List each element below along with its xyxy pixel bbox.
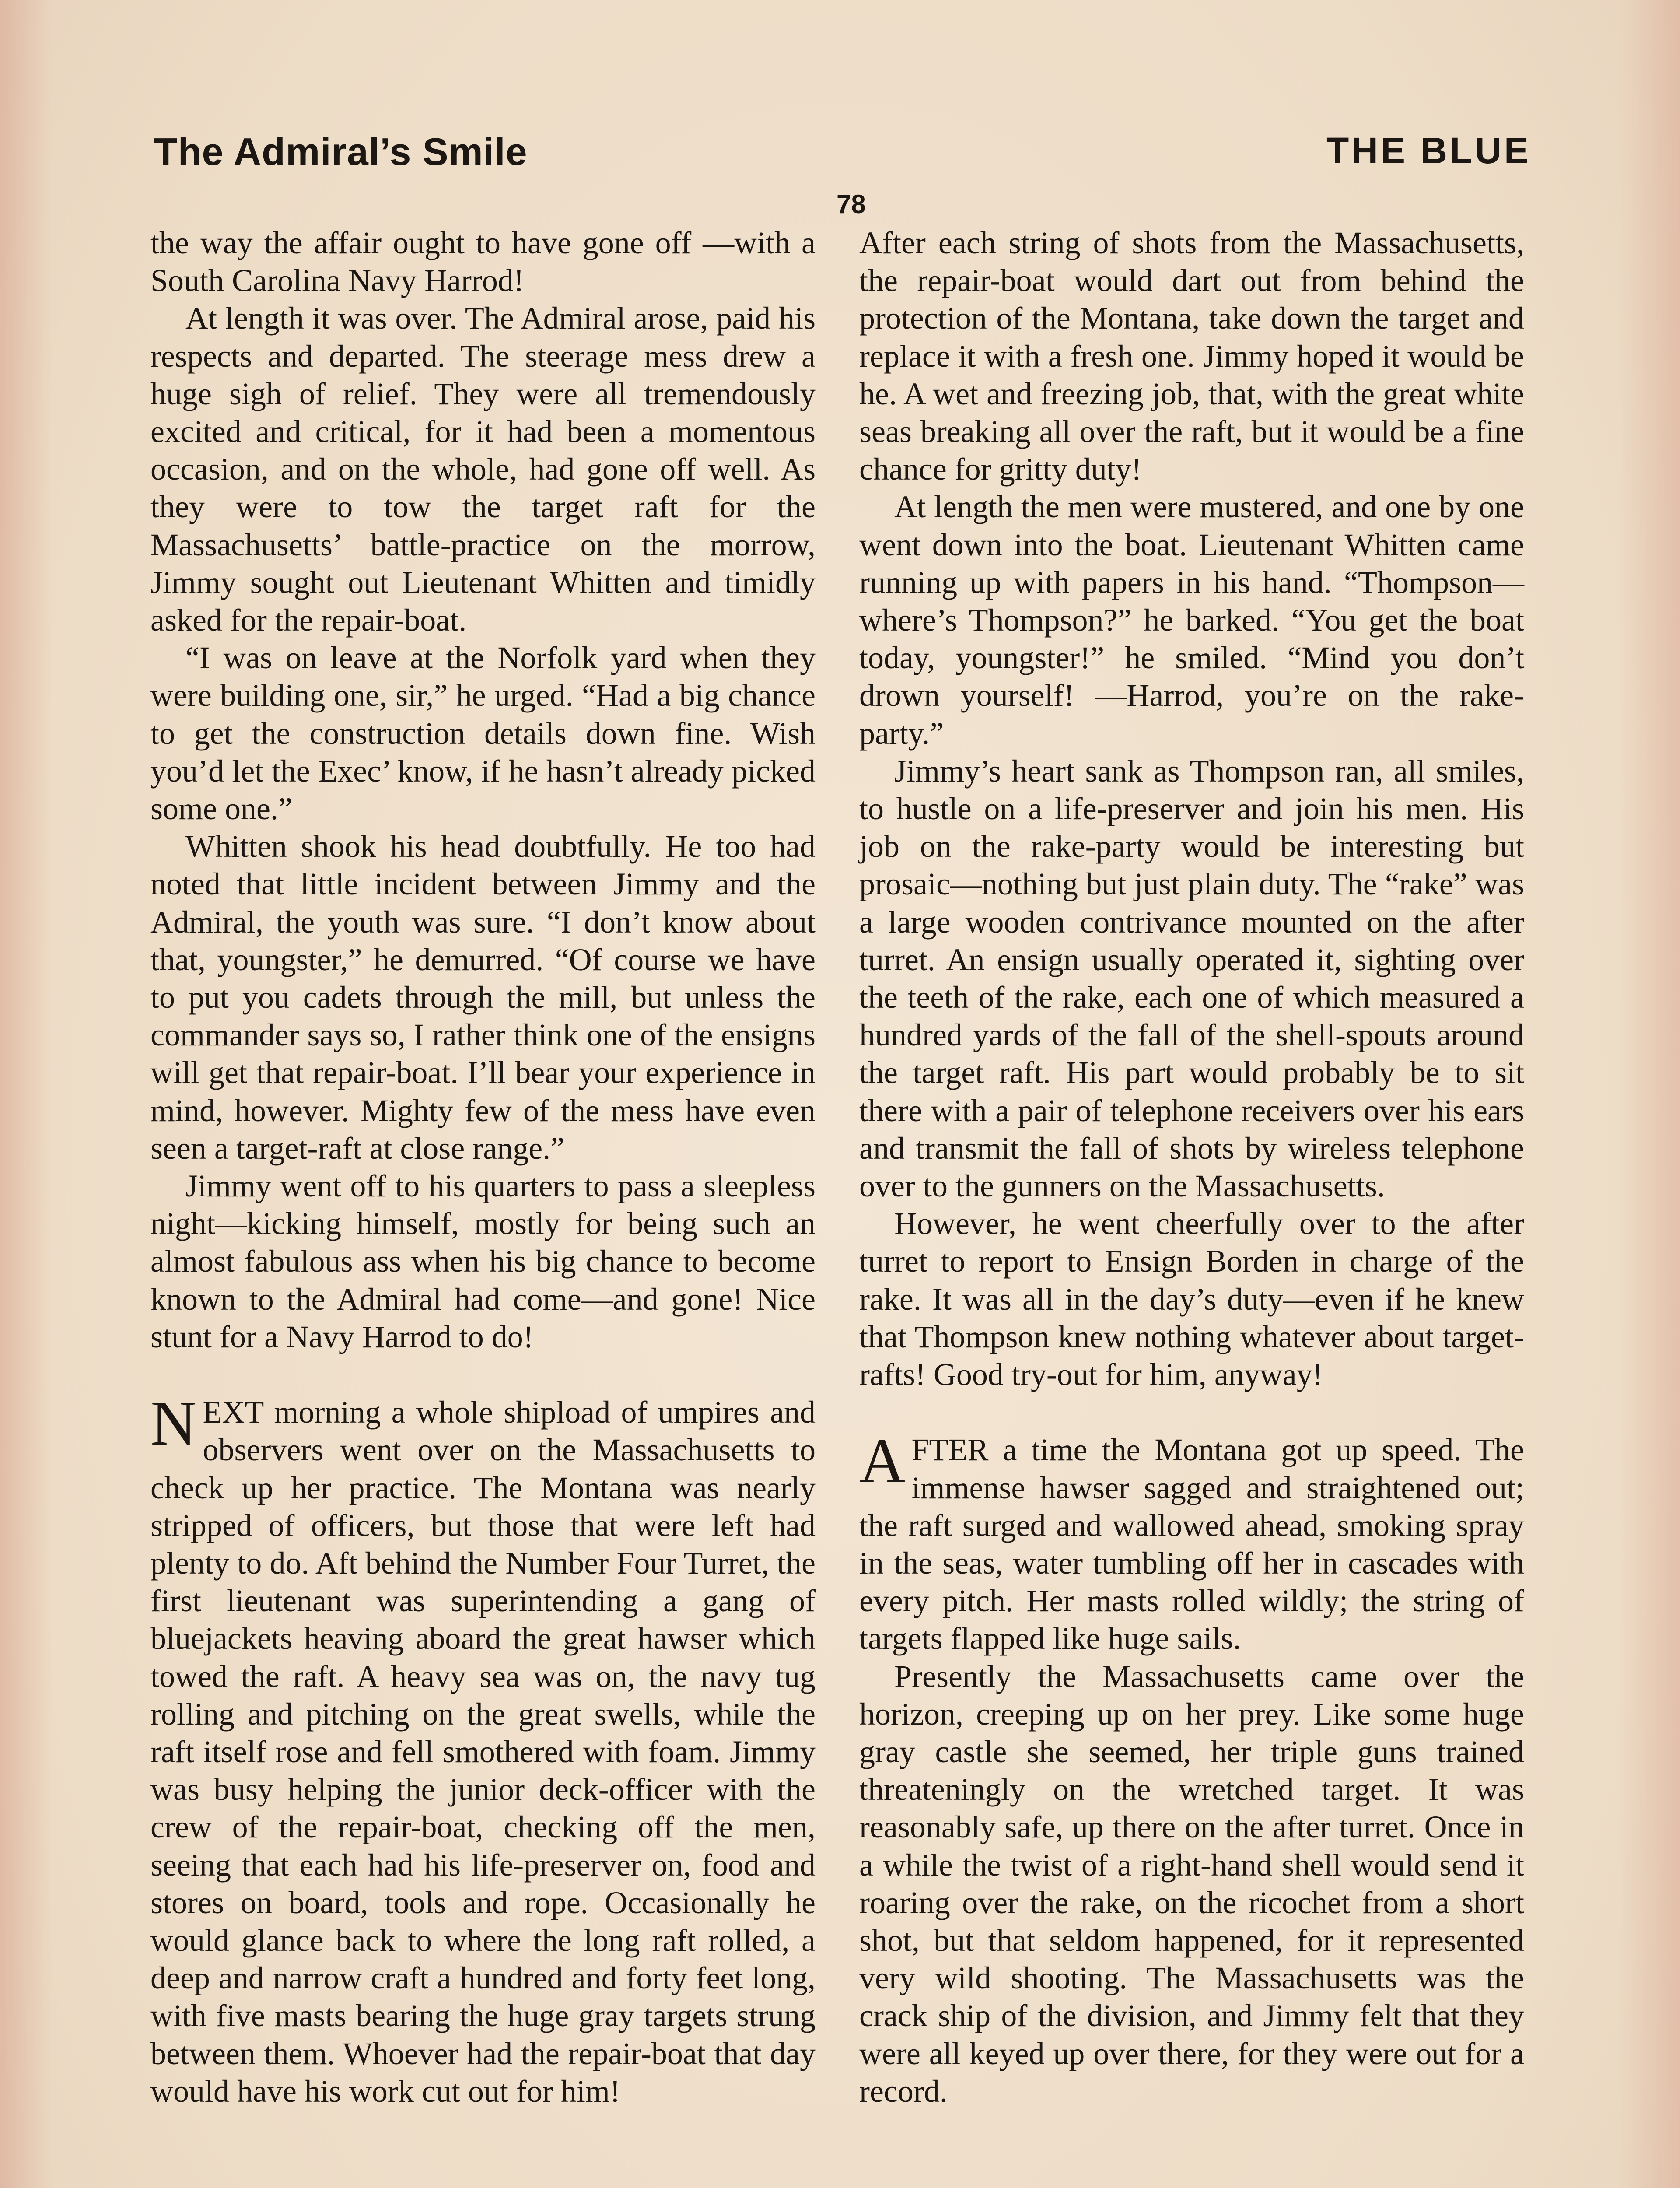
paragraph: the way the affair ought to have gone off —with a South Carolina Navy Harrod! <box>150 225 816 298</box>
section-paragraph <box>859 1425 1524 1657</box>
right-column <box>859 224 1524 2110</box>
left-column <box>150 224 816 2110</box>
paragraph: Presently the Massachusetts came over the horizon, creeping up on her prey. Like some huge gray castle she seemed, her triple guns trained threateningly on the wretched target. It was reasonably safe, up there on the after turret. Once in a while the twist of a right-hand shell would send it roaring over the rake, on the ricochet from a short shot, but that seldom happened, for it represented very wild shooting. The Massachusetts was the crack ship of the division, and Jimmy felt that they were all keyed up over there, for they were out for a record. <box>859 1659 1524 2109</box>
paragraph: Jimmy went off to his quarters to pass a sleepless night—kicking himself, mostly for being such an almost fabulous ass when his big chance to become known to the Admiral had come—and gone! Nice stunt for a Navy Harrod to do! <box>150 1168 816 1354</box>
paragraph: However, he went cheerfully over to the after turret to report to Ensign Borden in charge of the rake. It was all in the day’s duty—even if he knew that Thompson knew nothing whatever about target-rafts! Good try-out for him, anyway! <box>859 1206 1524 1392</box>
magazine-title: THE BLUE <box>1326 130 1531 171</box>
drop-cap: A <box>859 1425 906 1497</box>
paragraph-text: FTER a time the Montana got up speed. The immense hawser sagged and straightened out; the raft surged and wallowed ahead, smoking spray in the seas, water tumbling off her in cascades with every pitch. Her masts rolled wildly; the string of targets flapped like huge sails. <box>859 1432 1524 1656</box>
page-number: 78 <box>836 189 866 219</box>
story-title: The Admiral’s Smile <box>154 130 528 173</box>
paragraph: After each string of shots from the Massachusetts, the repair-boat would dart out from behind the protection of the Montana, take down the target and replace it with a fresh one. Jimmy hoped it would be he. A wet and freezing job, that, with the great white seas breaking all over the raft, but it would be a fine chance for gritty duty! <box>859 225 1524 487</box>
drop-cap: N <box>150 1388 197 1459</box>
paragraph: Jimmy’s heart sank as Thompson ran, all smiles, to hustle on a life-preserver and join his men. His job on the rake-party would be interesting but prosaic—nothing but just plain duty. The “rake” was a large wooden contrivance mounted on the after turret. An ensign usually operated it, sighting over the teeth of the rake, each one of which measured a hundred yards of the fall of the shell-spouts around the target raft. His part would probably be to sit there with a pair of telephone receivers over his ears and transmit the fall of shots by wireless telephone over to the gunners on the Massachusetts. <box>859 753 1524 1204</box>
paragraph-text: EXT morning a whole shipload of umpires and observers went over on the Massachusetts to check up her practice. The Montana was nearly stripped of officers, but those that were left had plenty to do. Aft behind the Number Four Turret, the first lieutenant was superintending a gang of bluejackets heaving aboard the great hawser which towed the raft. A heavy sea was on, the navy tug rolling and pitching on the great swells, while the raft itself rose and fell smothered with foam. Jimmy was busy helping the junior deck-officer with the crew of the repair-boat, checking off the men, seeing that each had his life-preserver on, food and stores on board, tools and rope. Occasionally he would glance back to where the long raft rolled, a deep and narrow craft a hundred and forty feet long, with five masts bearing the huge gray targets strung between them. Whoever had the repair-boat that day would have his work cut out for him! <box>150 1395 816 2109</box>
paragraph: At length it was over. The Admiral arose, paid his respects and departed. The steerage mess drew a huge sigh of relief. They were all tremendously excited and critical, for it had been a momentous occasion, and on the whole, had gone off well. As they were to tow the target raft for the Massachusetts’ battle-practice on the morrow, Jimmy sought out Lieutenant Whitten and timidly asked for the repair-boat. <box>150 301 816 638</box>
section-paragraph <box>150 1388 816 2110</box>
paragraph: “I was on leave at the Norfolk yard when they were building one, sir,” he urged. “Had a big chance to get the construction details down fine. Wish you’d let the Exec’ know, if he hasn’t already picked some one.” <box>150 640 816 827</box>
paragraph: At length the men were mustered, and one by one went down into the boat. Lieutenant Whitten came running up with papers in his hand. “Thompson—where’s Thompson?” he barked. “You get the boat today, youngster!” he smiled. “Mind you don’t drown yourself! —Harrod, you’re on the rake-party.” <box>859 489 1524 751</box>
paragraph: Whitten shook his head doubtfully. He too had noted that little incident between Jimmy and the Admiral, the youth was sure. “I don’t know about that, youngster,” he demurred. “Of course we have to put you cadets through the mill, but unless the commander says so, I rather think one of the ensigns will get that repair-boat. I’ll bear your experience in mind, however. Mighty few of the mess have even seen a target-raft at close range.” <box>150 829 816 1166</box>
